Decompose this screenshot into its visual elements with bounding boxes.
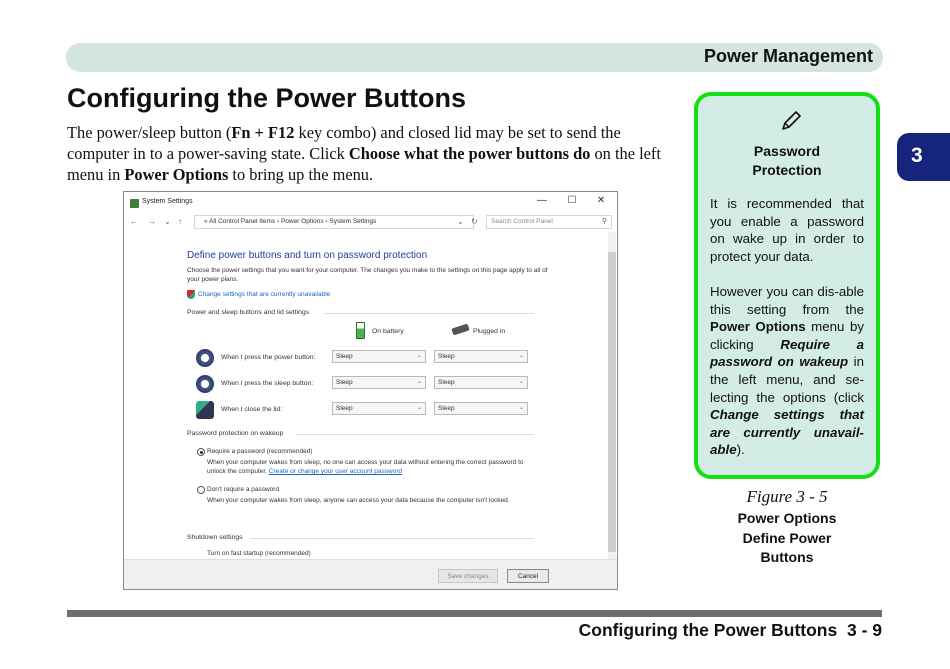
select-value: Sleep [336,405,353,412]
note-heading [698,142,876,180]
select-value: Sleep [438,353,455,360]
forward-icon[interactable]: → [148,217,156,226]
chevron-down-icon: ⌄ [416,379,422,385]
section-password-heading: Password protection on wakeup [187,430,284,437]
sleep-plugged-select[interactable] [434,376,528,389]
select-value: Sleep [336,353,353,360]
settings-description: Choose the power settings that you want for your computer. The changes you make to the settings on this page apply to all of your power plans. [187,267,548,283]
col-plugged: Plugged in [473,328,506,335]
close-icon[interactable]: ✕ [596,195,606,206]
power-battery-select[interactable] [332,350,426,363]
lid-battery-select[interactable] [332,402,426,415]
section-shutdown-heading: Shutdown settings [187,534,243,541]
page-number: 3 - 9 [846,620,882,640]
row-label-lid: When I close the lid: [221,406,283,413]
section-divider [296,434,534,435]
system-settings-screenshot [123,191,618,590]
sleep-button-icon [196,375,214,393]
footer [579,620,882,641]
chevron-down-icon: ⌄ [518,379,524,385]
require-password-label[interactable]: Require a password (recommended) [207,448,313,455]
chevron-down-icon: ⌄ [416,353,422,359]
figure-label: Figure 3 - 5 [746,487,828,506]
chevron-down-icon: ⌄ [518,353,524,359]
section-buttons-heading: Power and sleep buttons and lid settings [187,309,310,316]
row-label-power: When I press the power button: [221,354,316,361]
chevron-down-icon: ⌄ [416,405,422,411]
button-label: Save changes [447,573,489,580]
lid-icon [196,401,214,419]
power-button-icon [196,349,214,367]
recent-chevron-icon[interactable]: ⌄ [164,217,171,226]
note-paragraph: It is recommended that you enable a password on wake up in order to protect your data. [710,196,864,264]
cancel-button[interactable] [507,569,549,583]
intro-paragraph: The power/sleep button (Fn + F12 key combo) and closed lid may be set to send the computer in to a power-saving state. Click Choose what the power buttons do on the left menu in Power Options to bring up the menu. [67,123,661,184]
require-password-desc: When your computer wakes from sleep, no one can access your data without entering the correct password to unlock the computer. Create or change your user account password [207,459,524,475]
sleep-battery-select[interactable] [332,376,426,389]
control-panel-icon [130,199,139,208]
plug-icon [451,324,469,336]
footer-bar [67,610,882,617]
caption-line: Power Options [737,510,837,526]
search-input[interactable] [486,215,612,229]
col-battery: On battery [372,328,404,335]
change-settings-link[interactable]: Change settings that are currently unavailable [198,291,331,298]
search-placeholder: Search Control Panel [491,218,553,225]
pencil-icon [779,109,803,133]
row-label-sleep: When I press the sleep button: [221,380,314,387]
maximize-icon[interactable]: ☐ [567,195,577,206]
breadcrumb[interactable]: « All Control Panel Items › Power Options › System Settings [204,218,377,225]
settings-heading: Define power buttons and turn on password protection [187,250,428,261]
up-icon[interactable]: ↑ [178,217,182,226]
uac-shield-icon [187,290,195,299]
address-dropdown-icon[interactable]: ⌄ [457,217,464,226]
address-bar [124,214,617,232]
chapter-tab [897,133,950,181]
note-heading-line: Password [753,143,821,159]
chevron-down-icon: ⌄ [518,405,524,411]
require-password-radio[interactable] [197,448,205,456]
section-divider [250,538,534,539]
lid-plugged-select[interactable] [434,402,528,415]
change-password-link[interactable]: Create or change your user account password [268,468,403,475]
header-bar [66,43,883,72]
caption-line: Define Power [742,529,832,546]
button-strip [124,559,617,590]
select-value: Sleep [438,405,455,412]
save-changes-button[interactable] [438,569,498,583]
no-password-radio[interactable] [197,486,205,494]
caption-line: Buttons [760,549,814,565]
search-icon: ⚲ [601,218,607,225]
no-password-desc: When your computer wakes from sleep, anyone can access your data because the computer isn't locked. [207,497,510,504]
section-title: Power Management [703,46,873,66]
window-title: System Settings [142,198,193,205]
button-label: Cancel [517,573,539,580]
window-titlebar [124,192,617,214]
note-body [710,195,864,477]
chapter-number: 3 [911,144,923,167]
fast-startup-label[interactable]: Turn on fast startup (recommended) [207,550,311,557]
password-note-box [694,92,880,479]
no-password-label[interactable]: Don't require a password [207,486,280,493]
section-divider [324,313,534,314]
power-plugged-select[interactable] [434,350,528,363]
refresh-icon[interactable]: ↻ [471,217,478,226]
minimize-icon[interactable]: — [537,195,547,206]
scrollbar-thumb[interactable] [608,252,616,552]
footer-title: Configuring the Power Buttons [578,620,838,640]
figure-caption [694,509,880,568]
note-paragraph: However you can dis-able this setting from the Power Options menu by clicking Require a password on wakeup in the left menu, and se-lecting the options (click Change settings that are currently unavail-able). [710,283,864,458]
battery-icon [356,322,365,339]
select-value: Sleep [438,379,455,386]
note-heading-line: Protection [752,162,822,178]
page-title: Configuring the Power Buttons [67,83,466,113]
back-icon[interactable]: ← [130,217,138,226]
select-value: Sleep [336,379,353,386]
